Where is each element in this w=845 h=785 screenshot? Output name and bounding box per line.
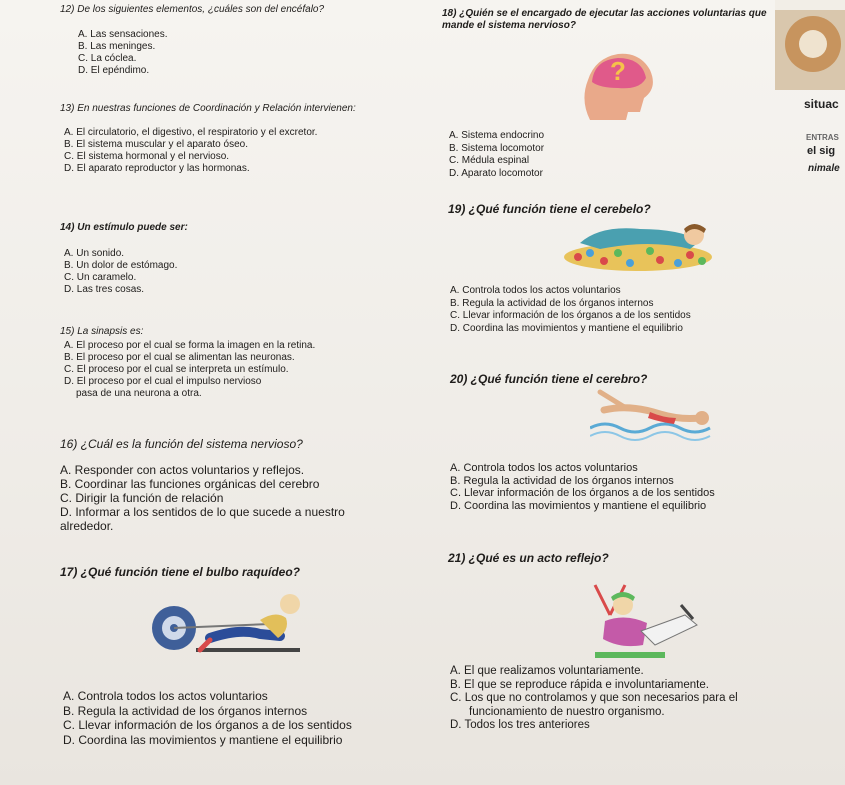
question-19-options [450,285,830,335]
question-19 [448,202,808,216]
question-13 [60,103,390,175]
edge-text-2: el sig [807,145,836,157]
sleeping-child-illustration [560,215,715,275]
question-21 [448,551,808,565]
question-21-options [450,665,845,733]
question-15-option-a: A. El proceso por el cual se forma la imagen en la retina. [64,340,316,351]
question-13-option-a: A. El circulatorio, el digestivo, el respiratorio y el excretor. [64,127,318,138]
question-19-stem: 19) ¿Qué función tiene el cerebelo? [448,202,651,216]
question-20-stem: 20) ¿Qué función tiene el cerebro? [450,372,648,386]
question-15-option-b: B. El proceso por el cual se alimentan las neuronas. [64,352,295,363]
question-13-option-d: D. El aparato reproductor y las hormonas. [64,163,250,174]
question-12-stem: 12) De los siguientes elementos, ¿cuáles son del encéfalo? [60,4,325,15]
question-14-option-a: A. Un sonido. [64,248,125,259]
question-18-stem: 18) ¿Quién se el encargado de ejecutar las acciones voluntarias que mande el sistema nervioso? [442,8,767,31]
question-21-option-c-cont: funcionamiento de nuestro organismo. [469,705,665,718]
svg-text:?: ? [610,56,626,86]
question-16 [60,437,420,533]
question-20-option-c: C. Llevar información de los órganos a de los sentidos [450,487,715,499]
question-18-option-c: C. Médula espinal [449,155,530,166]
question-16-option-c: C. Dirigir la función de relación [60,491,224,505]
question-19-option-c: C. Llevar información de los órganos a de los sentidos [450,310,691,321]
question-17-option-b: B. Regula la actividad de los órganos internos [63,703,308,718]
question-15-option-d-cont: pasa de una neurona a otra. [76,388,202,399]
question-16-option-a: A. Responder con actos voluntarios y reflejos. [60,463,305,477]
question-12-option-a: A. Las sensaciones. [78,29,168,40]
swimmer-illustration [590,388,715,443]
question-17-option-c: C. Llevar información de los órganos a de los sentidos [63,718,352,732]
question-18-option-b: B. Sistema locomotor [449,142,545,154]
edge-text-4: ENTRAS [806,133,839,142]
question-17-option-a: A. Controla todos los actos voluntarios [63,689,268,703]
question-21-option-a: A. El que realizamos voluntariamente. [450,665,644,677]
question-12-option-b: B. Las meninges. [78,41,156,52]
question-12-option-c: C. La cóclea. [78,53,137,64]
question-14-stem: 14) Un estímulo puede ser: [60,222,188,233]
question-14-option-b: B. Un dolor de estómago. [64,260,178,271]
question-18-option-a: A. Sistema endocrino [449,130,545,141]
question-21-option-d: D. Todos los tres anteriores [450,719,590,731]
rower-illustration [150,590,315,665]
question-16-option-b: B. Coordinar las funciones orgánicas del cerebro [60,477,320,491]
question-12 [60,4,390,77]
question-13-option-b: B. El sistema muscular y el aparato óseo. [64,139,248,150]
question-20 [450,372,810,386]
question-21-stem: 21) ¿Qué es un acto reflejo? [448,551,609,565]
question-21-option-b: B. El que se reproduce rápida e involuntariamente. [450,678,709,691]
food-photo-fragment [775,0,845,90]
question-13-stem: 13) En nuestras funciones de Coordinación y Relación intervienen: [60,103,356,114]
question-14 [60,222,390,296]
edge-text-3: nimale [808,163,840,174]
question-20-option-d: D. Coordina las movimientos y mantiene el equilibrio [450,499,707,512]
question-15-stem: 15) La sinapsis es: [60,326,144,337]
question-17-options [63,689,443,747]
question-15-option-c: C. El proceso por el cual se interpreta un estímulo. [64,364,289,375]
question-15-option-d: D. El proceso por el cual el impulso nervioso [64,376,262,387]
question-18 [442,8,782,32]
question-20-option-b: B. Regula la actividad de los órganos internos [450,474,674,487]
question-18-options [449,130,689,180]
question-17 [60,565,420,579]
question-16-stem: 16) ¿Cuál es la función del sistema nervioso? [60,437,303,451]
question-14-option-d: D. Las tres cosas. [64,284,145,295]
question-16-option-d: D. Informar a los sentidos de lo que sucede a nuestro [60,505,345,519]
question-18-option-d: D. Aparato locomotor [449,167,543,179]
brain-question-icon [570,40,660,125]
question-14-option-c: C. Un caramelo. [64,272,137,283]
question-17-option-d: D. Coordina las movimientos y mantiene el equilibrio [63,732,343,747]
question-19-option-d: D. Coordina las movimientos y mantiene el equilibrio [450,322,683,334]
question-17-stem: 17) ¿Qué función tiene el bulbo raquídeo? [60,565,301,579]
question-12-option-d: D. El epéndimo. [78,65,150,76]
reflex-knee-illustration [585,575,710,665]
question-15 [60,326,400,400]
question-13-option-c: C. El sistema hormonal y el nervioso. [64,151,230,162]
edge-text-1: situac [804,97,839,111]
question-16-option-d-cont: alrededor. [60,519,114,533]
question-19-option-a: A. Controla todos los actos voluntarios [450,285,621,296]
question-21-option-c: C. Los que no controlamos y que son necesarios para el [450,692,738,704]
question-20-options [450,462,840,512]
question-20-option-a: A. Controla todos los actos voluntarios [450,462,638,474]
question-19-option-b: B. Regula la actividad de los órganos internos [450,297,654,309]
